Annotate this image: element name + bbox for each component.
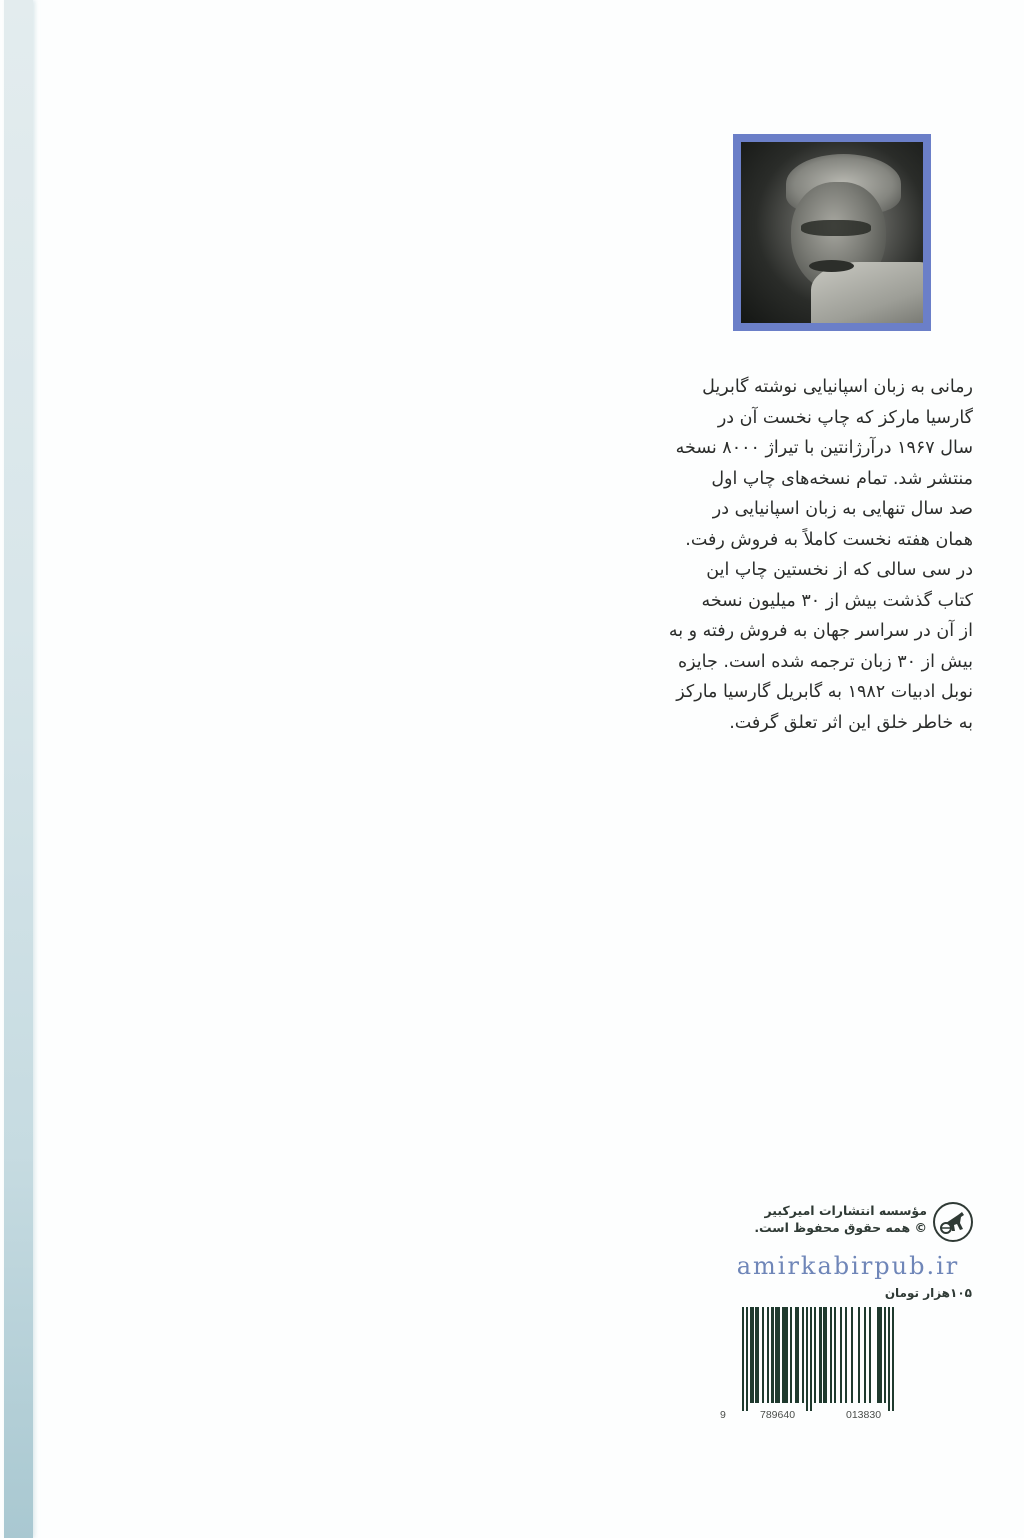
blurb-line: کتاب گذشت بیش از ۳۰ میلیون نسخه [701,590,973,611]
blurb-line: به خاطر خلق این اثر تعلق گرفت. [729,712,973,733]
author-photo [741,142,923,323]
blurb-line: از آن در سراسر جهان به فروش رفته و به [668,621,973,641]
blurb-line: گارسیا مارکز که چاپ نخست آن در [717,407,973,428]
blurb-line: منتشر شد. تمام نسخه‌های چاپ اول [711,468,973,489]
book-spine-edge [4,0,33,1538]
barcode-bars [742,1307,932,1411]
copyright-notice: © همه حقوق محفوظ است. [754,1220,927,1235]
barcode-right-digits: 013830 [846,1409,882,1421]
publisher-website: amirkabirpub.ir [736,1252,960,1280]
blurb-line: نوبل ادبیات ۱۹۸۲ به گابریل گارسیا مارکز [676,682,973,702]
blurb-line: بیش از ۳۰ زبان ترجمه شده است. جایزه [677,651,973,672]
horse-chariot-logo-icon [933,1202,973,1242]
blurb-line: صد سال تنهایی به زبان اسپانیایی در [712,499,973,519]
barcode-left-digits: 789640 [760,1409,796,1421]
blurb-line: همان هفته نخست کاملاً به فروش رفت. [685,529,973,550]
blurb-line: در سی سالی که از نخستین چاپ این [706,560,973,580]
publisher-name: مؤسسه انتشارات امیرکبیر [764,1203,927,1218]
blurb-line: رمانی به زبان اسپانیایی نوشته گابریل [702,377,973,397]
price-label: ۱۰۵هزار تومان [884,1286,972,1300]
author-photo-frame [733,134,931,331]
publisher-block [735,1200,975,1248]
isbn-barcode [720,1307,932,1421]
barcode-prefix-digit: 9 [720,1409,726,1421]
book-blurb [668,372,973,738]
blurb-line: سال ۱۹۶۷ درآرژانتین با تیراژ ۸۰۰۰ نسخه [675,438,973,458]
